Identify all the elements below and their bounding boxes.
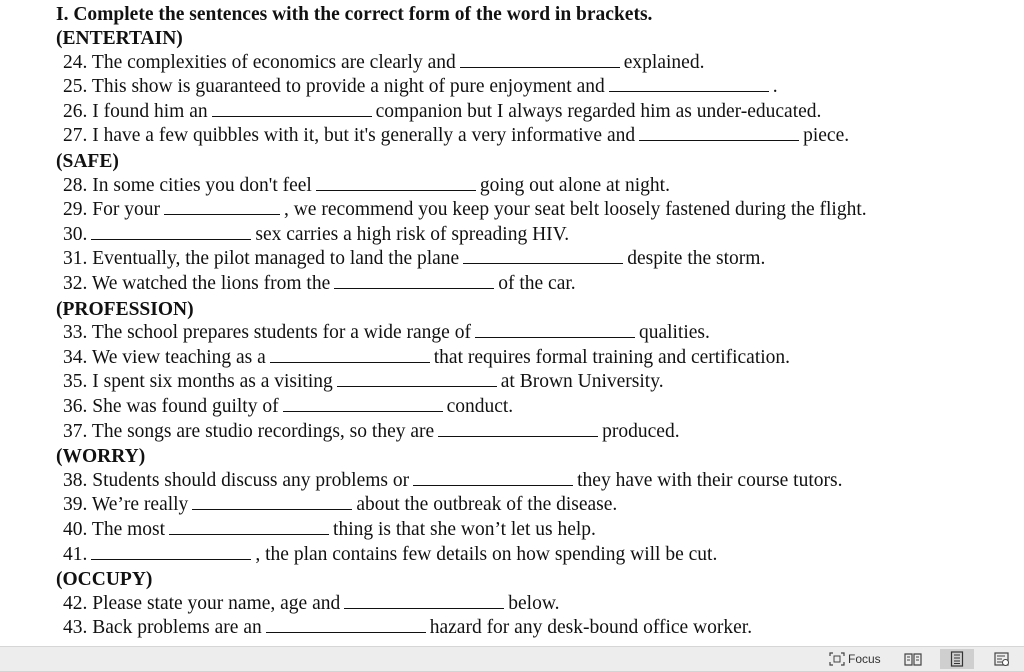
question-text-after: conduct.	[446, 396, 514, 417]
question-number: 39.	[63, 494, 88, 516]
section-label: (OCCUPY)	[56, 569, 153, 591]
question-item	[63, 543, 717, 567]
print-layout-button[interactable]	[940, 649, 974, 669]
section-label: (PROFESSION)	[56, 298, 194, 320]
answer-blank[interactable]	[212, 100, 372, 117]
answer-blank[interactable]	[337, 370, 497, 387]
question-item	[63, 198, 867, 222]
answer-blank[interactable]	[270, 346, 430, 363]
section-label: (SAFE)	[56, 151, 119, 172]
question-text-after: below.	[508, 592, 560, 614]
question-text-before: The songs are studio recordings, so they are	[91, 420, 435, 442]
question-text-before: Please state your name, age and	[92, 592, 341, 614]
print-layout-icon	[950, 651, 964, 667]
question-text-before: In some cities you don't feel	[92, 174, 312, 196]
web-layout-button[interactable]	[994, 650, 1010, 668]
question-text-after: qualities.	[638, 322, 710, 344]
status-bar	[0, 646, 1024, 671]
question-text-after: , the plan contains few details on how spending will be cut.	[255, 543, 718, 565]
section-label: (ENTERTAIN)	[56, 28, 183, 49]
question-text-before: We’re really	[91, 494, 189, 516]
focus-button[interactable]	[829, 650, 881, 668]
question-text-after: thing is that she won’t let us help.	[333, 519, 596, 540]
exercise-title: I. Complete the sentences with the correct form of the word in brackets.	[56, 4, 653, 25]
question-item	[63, 469, 842, 493]
question-text-after: despite the storm.	[627, 248, 766, 270]
question-number: 37.	[63, 420, 88, 442]
question-number: 32.	[63, 273, 88, 294]
question-text-after: going out alone at night.	[479, 174, 670, 196]
question-text-before: Students should discuss any problems or	[92, 469, 410, 491]
question-number: 27.	[63, 125, 88, 147]
question-text-after: they have with their course tutors.	[577, 469, 843, 491]
question-text-before: She was found guilty of	[92, 396, 279, 417]
question-number: 26.	[63, 100, 88, 122]
section-label: (WORRY)	[56, 446, 146, 468]
read-mode-icon	[904, 652, 922, 666]
question-text-after: that requires formal training and certification.	[433, 346, 791, 368]
question-text-after: hazard for any desk-bound office worker.	[429, 617, 753, 639]
question-item	[63, 174, 670, 198]
answer-blank[interactable]	[91, 223, 251, 240]
question-number: 38.	[63, 469, 88, 491]
answer-blank[interactable]	[316, 174, 476, 191]
question-item	[63, 51, 704, 75]
answer-blank[interactable]	[344, 592, 504, 609]
question-text-after: about the outbreak of the disease.	[356, 494, 618, 516]
focus-label: Focus	[848, 652, 881, 666]
question-number: 29.	[63, 199, 88, 221]
question-text-before: Eventually, the pilot managed to land the plane	[92, 248, 460, 270]
question-text-before: I spent six months as a visiting	[92, 371, 333, 393]
answer-blank[interactable]	[609, 75, 769, 92]
question-text-after: piece.	[803, 125, 850, 147]
question-item	[63, 395, 513, 419]
question-text-before: The school prepares students for a wide range of	[91, 322, 471, 344]
question-number: 34.	[63, 346, 88, 368]
answer-blank[interactable]	[438, 420, 598, 437]
question-item	[63, 420, 680, 444]
question-item	[63, 75, 778, 99]
question-item	[63, 223, 569, 247]
question-text-before: I have a few quibbles with it, but it's generally a very informative and	[92, 125, 636, 147]
answer-blank[interactable]	[283, 395, 443, 412]
question-item	[63, 346, 790, 370]
question-number: 30.	[63, 223, 88, 245]
web-layout-icon	[994, 652, 1010, 667]
question-text-after: , we recommend you keep your seat belt loosely fastened during the flight.	[283, 199, 867, 221]
question-item	[63, 616, 752, 640]
answer-blank[interactable]	[463, 247, 623, 264]
question-text-after: of the car.	[498, 273, 576, 294]
question-item	[63, 592, 560, 616]
question-number: 28.	[63, 174, 88, 196]
question-number: 31.	[63, 248, 88, 270]
answer-blank[interactable]	[413, 469, 573, 486]
question-number: 41.	[63, 543, 88, 565]
question-item	[63, 321, 710, 345]
answer-blank[interactable]	[169, 518, 329, 535]
question-text-before: I found him an	[92, 100, 208, 122]
question-number: 35.	[63, 371, 88, 393]
question-item	[63, 518, 596, 542]
question-item	[63, 272, 576, 296]
question-text-after: sex carries a high risk of spreading HIV.	[255, 223, 570, 245]
focus-icon	[829, 652, 845, 666]
question-text-after: companion but I always regarded him as under-educated.	[375, 100, 822, 122]
question-text-before: The complexities of economics are clearly and	[91, 51, 456, 73]
question-text-after: explained.	[623, 51, 705, 73]
answer-blank[interactable]	[475, 321, 635, 338]
question-text-before: This show is guaranteed to provide a night of pure enjoyment and	[91, 76, 605, 98]
question-text-before: The most	[91, 519, 166, 540]
question-text-before: For your	[92, 199, 160, 221]
answer-blank[interactable]	[164, 198, 280, 215]
question-text-after: .	[772, 76, 778, 98]
answer-blank[interactable]	[460, 51, 620, 68]
answer-blank[interactable]	[334, 272, 494, 289]
question-text-before: Back problems are an	[92, 617, 262, 639]
question-item	[63, 370, 664, 394]
question-number: 36.	[63, 396, 88, 417]
answer-blank[interactable]	[266, 616, 426, 633]
read-mode-button[interactable]	[904, 650, 922, 668]
question-number: 40.	[63, 519, 88, 540]
question-number: 33.	[63, 322, 88, 344]
question-number: 24.	[63, 51, 88, 73]
question-text-after: produced.	[602, 420, 680, 442]
question-text-before: We watched the lions from the	[91, 273, 331, 294]
question-text-before: We view teaching as a	[91, 346, 266, 368]
question-number: 42.	[63, 592, 88, 614]
question-number: 43.	[63, 617, 88, 639]
question-item	[63, 100, 821, 124]
answer-blank[interactable]	[192, 493, 352, 510]
answer-blank[interactable]	[91, 543, 251, 560]
question-item	[63, 124, 849, 148]
question-number: 25.	[63, 76, 88, 98]
question-item	[63, 247, 765, 271]
question-item	[63, 493, 617, 517]
question-text-after: at Brown University.	[500, 371, 664, 393]
answer-blank[interactable]	[639, 124, 799, 141]
